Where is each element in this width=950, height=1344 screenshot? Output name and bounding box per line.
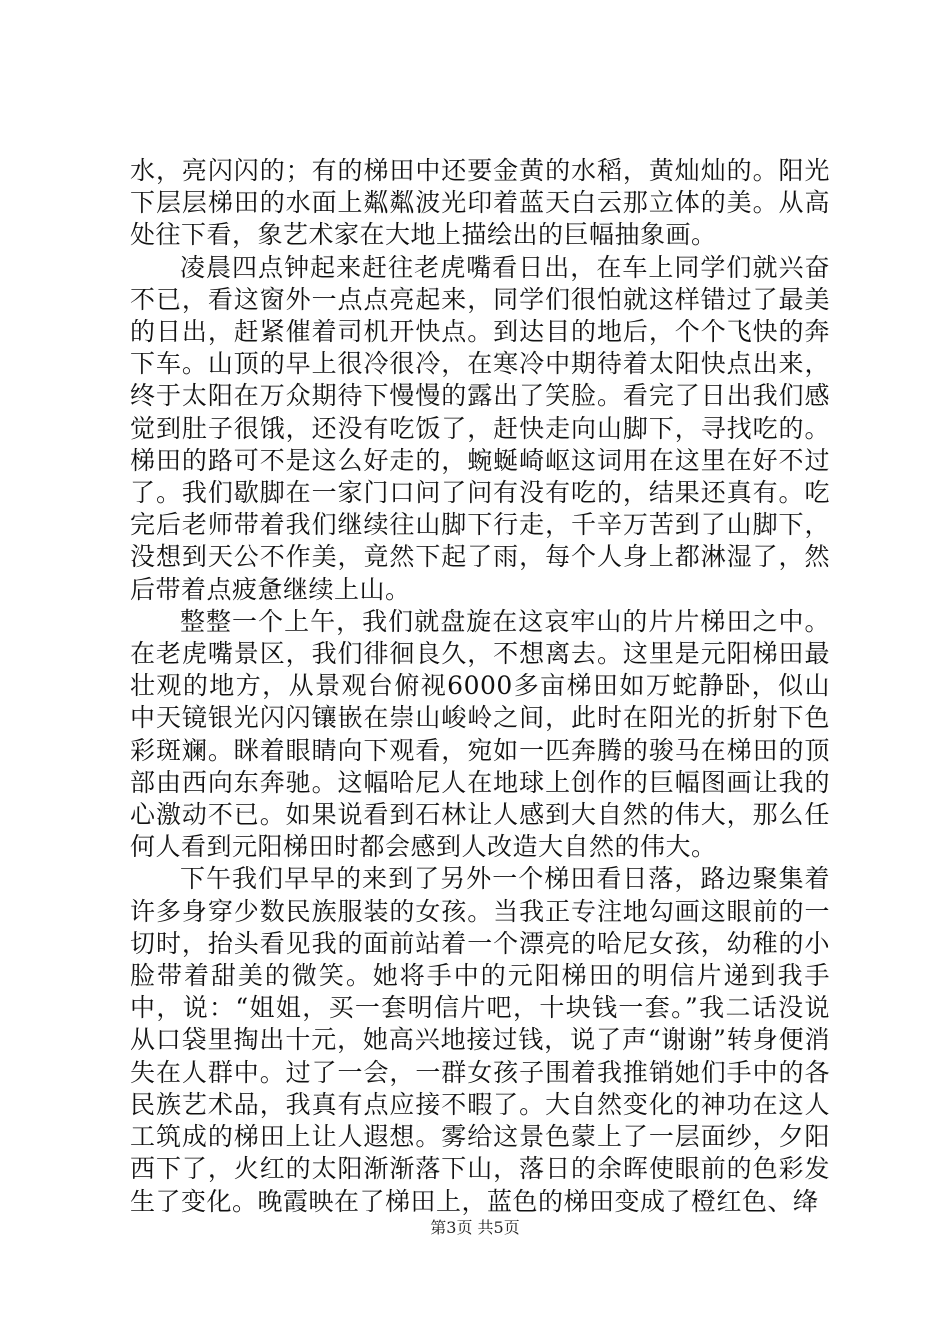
- paragraph-sunset: 下午我们早早的来到了另外一个梯田看日落，路边聚集着许多身穿少数民族服装的女孩。当我正专注地勾画这眼前的一切时，抬头看见我的面前站着一个漂亮的哈尼女孩，幼稚的小脸带着甜美的微笑。她将手中的元阳梯田的明信片递到我手中，说：“姐姐，买一套明信片吧，十块钱一套。”我二话没说从口袋里掏出十元，她高兴地接过钱，说了声“谢谢”转身便消失在人群中。过了一会，一群女孩子围着我推销她们手中的各民族艺术品，我真有点应接不暇了。大自然变化的神功在这人工筑成的梯田上让人遐想。雾给这景色蒙上了一层面纱，夕阳西下了，火红的太阳渐渐落下山，落日的余晖使眼前的色彩发生了变化。晚霞映在了梯田上，蓝色的梯田变成了橙红色、绛: [130, 864, 830, 1216]
- paragraph-laohuzui: 整整一个上午，我们就盘旋在这哀牢山的片片梯田之中。在老虎嘴景区，我们徘徊良久，不想离去。这里是元阳梯田最壮观的地方，从景观台俯视6000多亩梯田如万蛇静卧，似山中天镜银光闪闪镶嵌在崇山峻岭之间，此时在阳光的折射下色彩斑斓。眯着眼睛向下观看，宛如一匹奔腾的骏马在梯田的顶部由西向东奔驰。这幅哈尼人在地球上创作的巨幅图画让我的心激动不已。如果说看到石林让人感到大自然的伟大，那么任何人看到元阳梯田时都会感到人改造大自然的伟大。: [130, 606, 830, 862]
- paragraph-sunrise: 凌晨四点钟起来赶往老虎嘴看日出，在车上同学们就兴奋不已，看这窗外一点点亮起来，同学们很怕就这样错过了最美的日出，赶紧催着司机开快点。到达目的地后，个个飞快的奔下车。山顶的早上很冷很冷，在寒冷中期待着太阳快点出来，终于太阳在万众期待下慢慢的露出了笑脸。看完了日出我们感觉到肚子很饿，还没有吃饭了，赶快走向山脚下，寻找吃的。梯田的路可不是这么好走的，蜿蜒崎岖这词用在这里在好不过了。我们歇脚在一家门口问了问有没有吃的，结果还真有。吃完后老师带着我们继续往山脚下行走，千辛万苦到了山脚下，没想到天公不作美，竟然下起了雨，每个人身上都淋湿了，然后带着点疲惫继续上山。: [130, 252, 830, 604]
- body-text: [130, 155, 830, 1218]
- page-footer: 第3页 共5页: [430, 1218, 520, 1237]
- paragraph-continuation: 水，亮闪闪的；有的梯田中还要金黄的水稻，黄灿灿的。阳光下层层梯田的水面上粼粼波光印着蓝天白云那立体的美。从高处往下看，象艺术家在大地上描绘出的巨幅抽象画。: [130, 156, 830, 250]
